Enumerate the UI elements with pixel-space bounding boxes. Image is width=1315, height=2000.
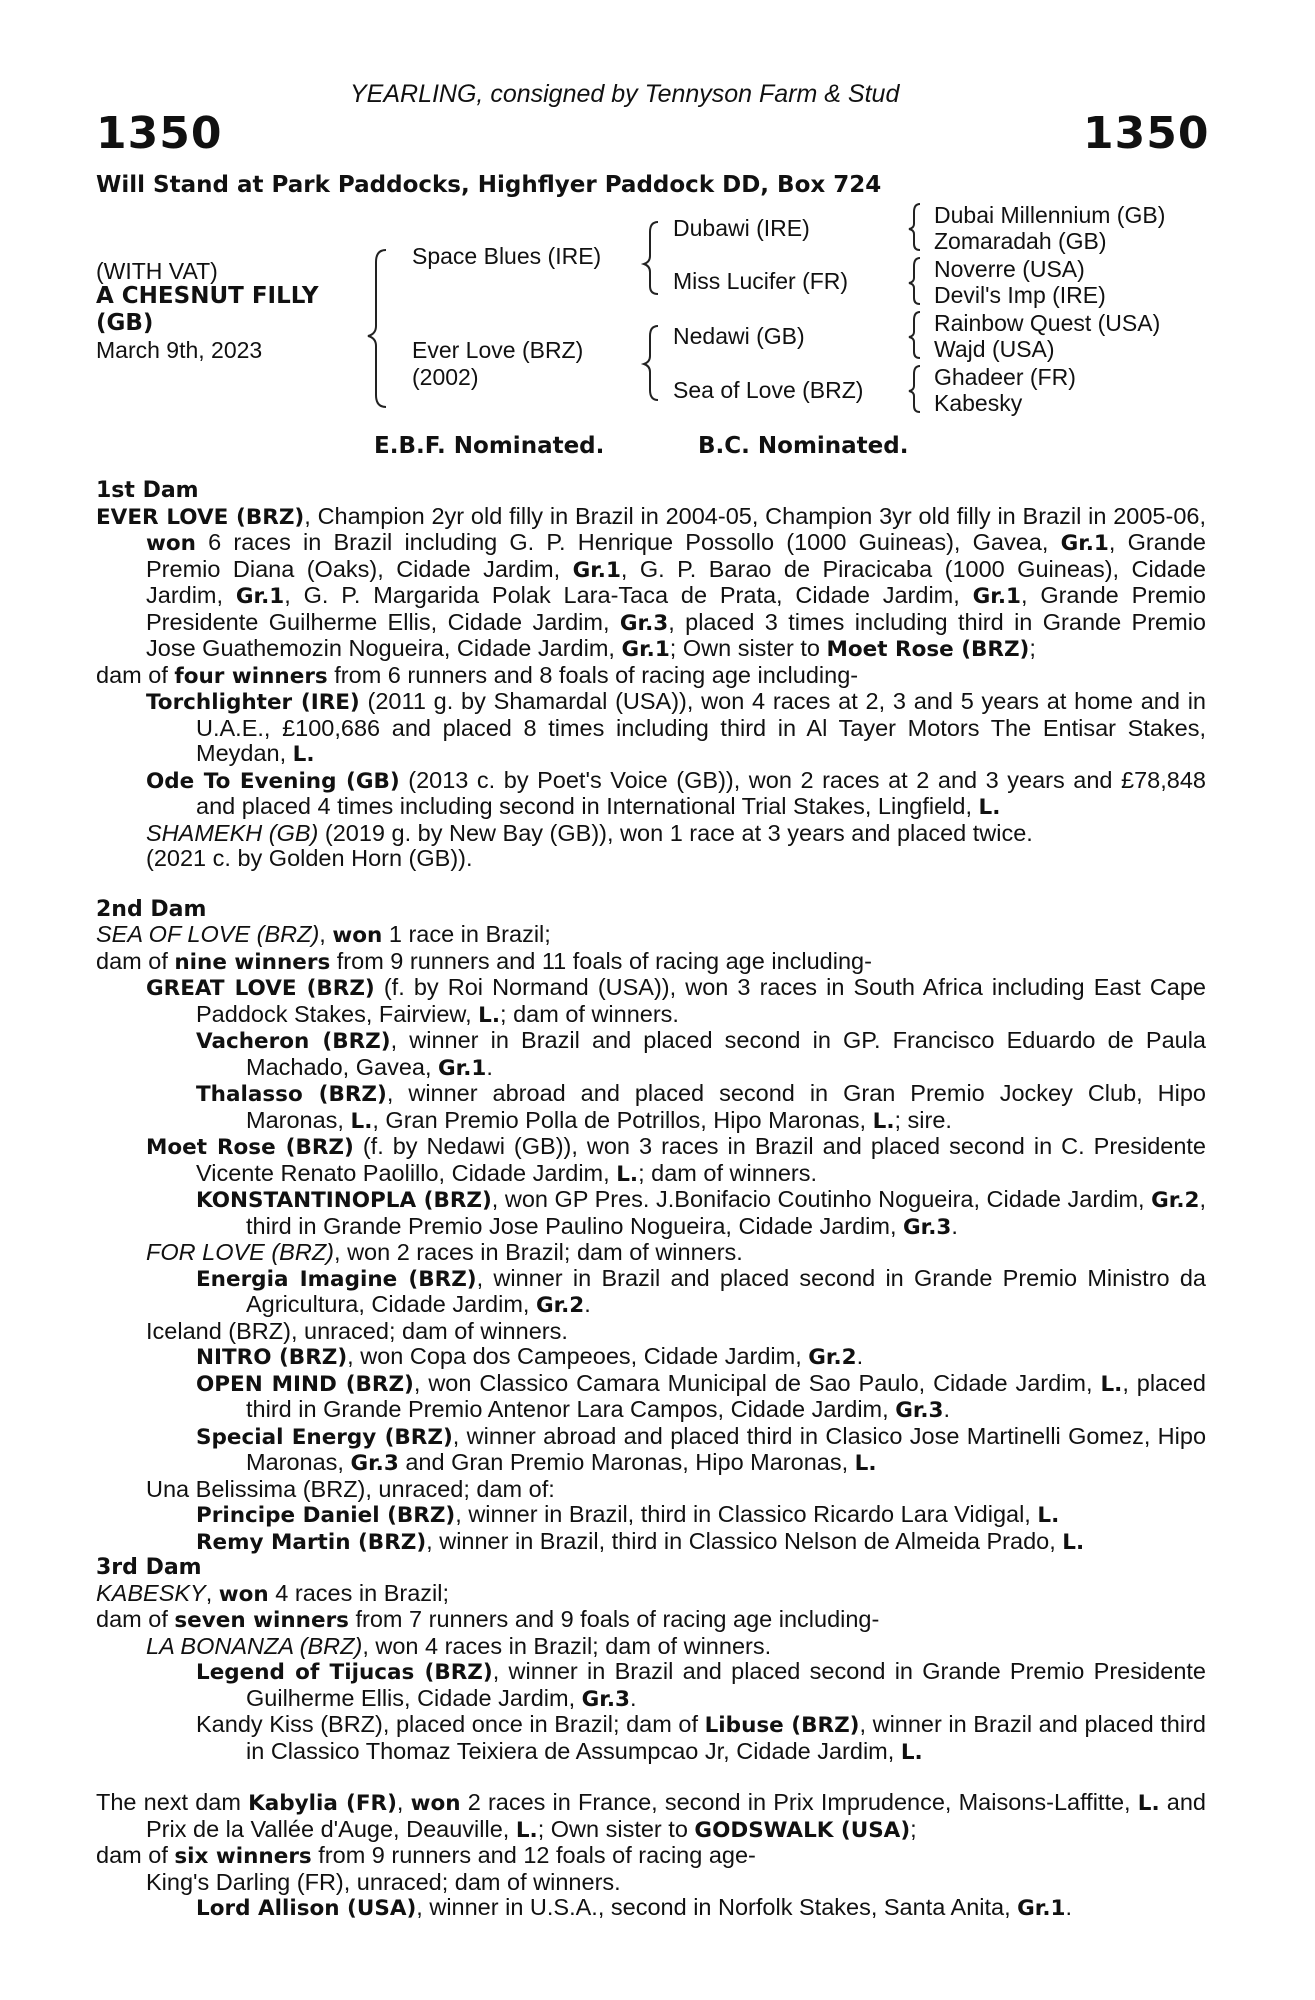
pedigree-g5: Rainbow Quest (USA) — [934, 310, 1161, 336]
list-item: OPEN MIND (BRZ), won Classico Camara Municipal de Sao Paulo, Cidade Jardim, L., placed third in Grande Premio Antenor Lara Campos, Cidade Jardim, Gr.3. — [196, 1369, 1207, 1423]
list-item: LA BONANZA (BRZ), won 4 races in Brazil; dam of winners. — [146, 1632, 772, 1659]
pedigree-g8: Kabesky — [934, 390, 1023, 416]
second-dam-heading: 2nd Dam — [96, 896, 207, 922]
list-item: Remy Martin (BRZ), winner in Brazil, third in Classico Nelson de Almeida Prado, L. — [196, 1527, 1085, 1555]
list-item: Thalasso (BRZ), winner abroad and placed second in Gran Premio Jockey Club, Hipo Maronas, L., Gran Premio Polla de Potrillos, Hipo Maronas, L.; sire. — [196, 1080, 1206, 1134]
bc-nomination: B.C. Nominated. — [698, 433, 909, 459]
pedigree-g7: Ghadeer (FR) — [934, 364, 1076, 390]
pedigree-g2: Zomaradah (GB) — [934, 228, 1107, 254]
list-item: Moet Rose (BRZ) (f. by Nedawi (GB)), won 3 races in Brazil and placed second in C. Presidente Vicente Renato Paolillo, Cidade Jardim, L.; dam of winners. — [146, 1133, 1206, 1187]
first-dam-record: EVER LOVE (BRZ), Champion 2yr old filly in Brazil in 2004-05, Champion 3yr old filly in Brazil in 2005-06, won 6 races in Brazil including G. P. Henrique Possollo (1000 Guineas), Gavea, Gr.1, Grande Premio Diana (Oaks), Cidade Jardim, Gr.1, G. P. Barao de Piracicaba (1000 Guineas), Cidade Jardim, Gr.1, G. P. Margarida Polak Lara-Taca de Prata, Cidade Jardim, Gr.1, Grande Premio Presidente Guilherme Ellis, Cidade Jardim, Gr.3, placed 3 times including third in Grande Premio Jose Guathemozin Nogueira, Cidade Jardim, Gr.1; Own sister to Moet Rose (BRZ); — [96, 502, 1206, 662]
catalogue-body — [96, 478, 1206, 1922]
list-item: Torchlighter (IRE) (2011 g. by Shamardal (USA)), won 4 races at 2, 3 and 5 years at home and in U.A.E., £100,686 and placed 8 times including third in Al Tayer Motors The Entisar Stakes, Meydan, L. — [146, 688, 1206, 767]
list-item: Legend of Tijucas (BRZ), winner in Brazil and placed second in Grande Premio Presidente Guilherme Ellis, Cidade Jardim, Gr.3. — [196, 1658, 1206, 1712]
list-item: Lord Allison (USA), winner in U.S.A., second in Norfolk Stakes, Santa Anita, Gr.1. — [196, 1894, 1072, 1921]
pedigree-g6: Wajd (USA) — [934, 336, 1055, 362]
lot-number-left: 1350 — [96, 108, 223, 159]
list-item: NITRO (BRZ), won Copa dos Campeoes, Cidade Jardim, Gr.2. — [196, 1343, 864, 1370]
list-item: Vacheron (BRZ), winner in Brazil and placed second in GP. Francisco Eduardo de Paula Machado, Gavea, Gr.1. — [196, 1027, 1206, 1081]
pedigree-g1: Dubai Millennium (GB) — [934, 202, 1166, 228]
list-item: (2021 c. by Golden Horn (GB)). — [146, 845, 473, 871]
pedigree-sire-dam: Miss Lucifer (FR) — [673, 268, 849, 294]
first-dam-heading: 1st Dam — [96, 478, 199, 503]
pedigree-g4: Devil's Imp (IRE) — [934, 282, 1106, 308]
list-item: FOR LOVE (BRZ), won 2 races in Brazil; dam of winners. — [146, 1239, 743, 1265]
list-item: KONSTANTINOPLA (BRZ), won GP Pres. J.Bonifacio Coutinho Nogueira, Cidade Jardim, Gr.2, third in Grande Premio Jose Paulino Nogueira, Cidade Jardim, Gr.3. — [196, 1186, 1206, 1240]
vat-note: (WITH VAT) — [96, 258, 218, 284]
pedigree-dam-sire: Nedawi (GB) — [673, 323, 805, 349]
horse-name: A CHESNUT FILLY — [96, 283, 319, 309]
next-dam-produce-summary: dam of six winners from 9 runners and 12 foals of racing age- — [96, 1842, 756, 1869]
pedigree-braces — [0, 0, 1315, 460]
ebf-nomination: E.B.F. Nominated. — [374, 433, 605, 459]
list-item: Kandy Kiss (BRZ), placed once in Brazil; dam of Libuse (BRZ), winner in Brazil and placed third in Classico Thomaz Teixiera de Assumpcao Jr, Cidade Jardim, L. — [196, 1711, 1206, 1765]
list-item: Iceland (BRZ), unraced; dam of winners. — [146, 1317, 568, 1344]
pedigree-dam-year: (2002) — [412, 364, 479, 390]
pedigree-g3: Noverre (USA) — [934, 256, 1085, 282]
pedigree-sire-sire: Dubawi (IRE) — [673, 215, 810, 241]
pedigree-sire: Space Blues (IRE) — [412, 243, 602, 269]
list-item: Ode To Evening (GB) (2013 c. by Poet's Voice (GB)), won 2 races at 2 and 3 years and £78,848 and placed 4 times including second in International Trial Stakes, Lingfield, L. — [146, 766, 1206, 820]
first-dam-produce-summary: dam of four winners from 6 runners and 8 foals of racing age including- — [96, 661, 859, 689]
second-dam-record: SEA OF LOVE (BRZ), won 1 race in Brazil; — [96, 921, 551, 948]
third-dam-record: KABESKY, won 4 races in Brazil; — [96, 1579, 449, 1607]
third-dam-heading: 3rd Dam — [96, 1555, 202, 1580]
list-item: Principe Daniel (BRZ), winner in Brazil, third in Classico Ricardo Lara Vidigal, L. — [196, 1501, 1060, 1528]
next-dam-record: The next dam Kabylia (FR), won 2 races in France, second in Prix Imprudence, Maisons-Laffitte, L. and Prix de la Vallée d'Auge, Deauville, L.; Own sister to GODSWALK (USA); — [96, 1789, 1206, 1843]
list-item: Special Energy (BRZ), winner abroad and placed third in Clasico Jose Martinelli Gomez, Hipo Maronas, Gr.3 and Gran Premio Maronas, Hipo Maronas, L. — [196, 1422, 1207, 1476]
second-dam-produce-summary: dam of nine winners from 9 runners and 11 foals of racing age including- — [96, 947, 872, 975]
third-dam-produce-summary: dam of seven winners from 7 runners and 9 foals of racing age including- — [96, 1606, 880, 1633]
list-item: SHAMEKH (GB) (2019 g. by New Bay (GB)), won 1 race at 3 years and placed twice. — [146, 819, 1033, 846]
consignment-line: YEARLING, consigned by Tennyson Farm & Stud — [350, 80, 900, 108]
list-item: Una Belissima (BRZ), unraced; dam of: — [146, 1475, 555, 1502]
list-item: GREAT LOVE (BRZ) (f. by Roi Normand (USA)), won 3 races in South Africa including East Cape Paddock Stakes, Fairview, L.; dam of winners. — [146, 974, 1207, 1028]
horse-dob: March 9th, 2023 — [96, 337, 263, 363]
pedigree-dam: Ever Love (BRZ) — [412, 337, 584, 363]
location-line: Will Stand at Park Paddocks, Highflyer Paddock DD, Box 724 — [96, 172, 882, 198]
list-item: Energia Imagine (BRZ), winner in Brazil and placed second in Grande Premio Ministro da Agricultura, Cidade Jardim, Gr.2. — [196, 1264, 1206, 1318]
pedigree-dam-dam: Sea of Love (BRZ) — [673, 377, 864, 403]
horse-name-country: (GB) — [96, 310, 154, 336]
list-item: King's Darling (FR), unraced; dam of winners. — [146, 1868, 621, 1895]
lot-number-right: 1350 — [1083, 108, 1210, 159]
